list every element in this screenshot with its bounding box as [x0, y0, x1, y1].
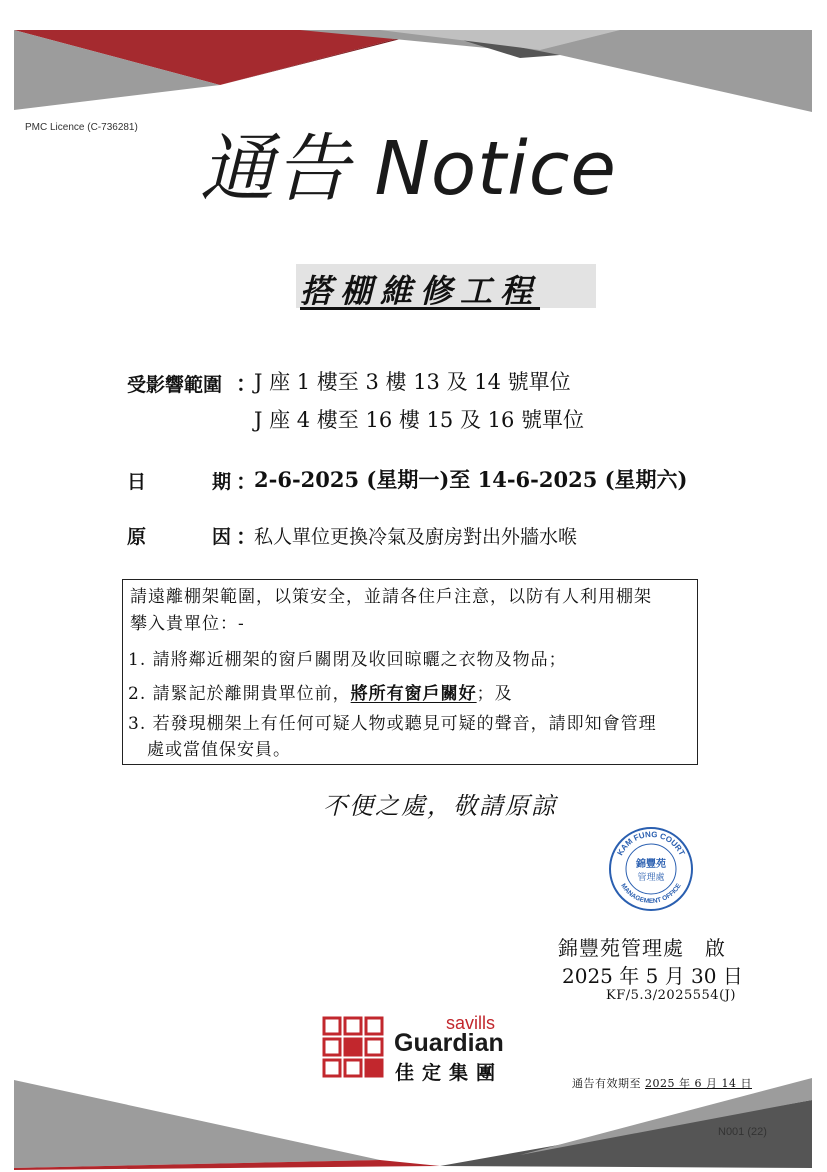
stamp-bottom-text: MANAGEMENT OFFICE [619, 882, 683, 906]
reason-colon: ： [236, 524, 257, 549]
reason-label-char-1: 原 [127, 526, 147, 548]
date-label-char-1: 日 [127, 471, 147, 493]
validity-prefix: 通告有效期至 [572, 1077, 645, 1090]
notice-intro-line-1: 請遠離棚架範圍，以策安全，並請各住戶注意，以防有人利用棚架 [130, 587, 652, 607]
svg-text:KAM FUNG COURT [615, 830, 686, 857]
date-colon: ： [236, 469, 257, 494]
date-value: 2-6-2025 (星期一)至 14-6-2025 (星期六) [254, 467, 688, 492]
notice-item-2-emphasis: 將所有窗戶關好 [350, 684, 477, 704]
stamp-top-text: KAM FUNG COURT [615, 829, 687, 858]
reason-value: 私人單位更換冷氣及廚房對出外牆水喉 [254, 526, 578, 548]
svg-text:MANAGEMENT OFFICE [619, 882, 683, 905]
stamp-middle-text-2: 管理處 [637, 873, 665, 883]
savills-wordmark: savills [446, 1013, 496, 1033]
notice-item-3-line-2: 處或當值保安員。 [147, 740, 291, 760]
apology-text: 不便之處，敬請原諒 [323, 792, 557, 820]
date-label-char-2: 期 [212, 471, 232, 493]
stamp-middle-text-1: 錦豐苑 [636, 859, 666, 870]
notice-subtitle: 搭棚維修工程 [300, 272, 541, 310]
affected-range-line-1: J 座 1 樓至 3 樓 13 及 14 號單位 [254, 370, 571, 394]
notice-item-3-line-1: 3. 若發現棚架上有任何可疑人物或聽見可疑的聲音，請即知會管理 [128, 714, 657, 734]
affected-range-label: 受影響範圍 [127, 374, 223, 396]
licence-number: PMC Licence (C-736281) [25, 122, 138, 133]
affected-range-colon: ： [236, 371, 257, 396]
notice-item-2 [128, 684, 513, 704]
issuer-name: 錦豐苑管理處 啟 [558, 936, 726, 960]
top-decorative-banner [0, 0, 827, 120]
notice-intro-line-2: 攀入貴單位：- [130, 614, 245, 634]
validity-date: 2025 年 6 月 14 日 [645, 1077, 752, 1090]
affected-range-line-2: J 座 4 樓至 16 樓 15 及 16 號單位 [254, 408, 585, 432]
management-office-stamp [608, 826, 694, 912]
validity-notice [572, 1075, 752, 1091]
issue-date: 2025 年 5 月 30 日 [562, 964, 743, 988]
notice-item-2-suffix: ；及 [476, 684, 513, 704]
guardian-chinese-name: 佳定集團 [395, 1062, 504, 1084]
page-title: 通告 Notice [200, 126, 617, 212]
form-number: N001 (22) [718, 1126, 767, 1138]
notice-item-1: 1. 請將鄰近棚架的窗戶關閉及收回晾曬之衣物及物品； [128, 650, 567, 670]
reference-number: KF/5.3/2025554(J) [606, 988, 736, 1003]
guardian-wordmark: Guardian [394, 1029, 504, 1057]
reason-label-char-2: 因 [212, 526, 232, 548]
notice-item-2-prefix: 2. 請緊記於離開貴單位前， [128, 684, 351, 704]
